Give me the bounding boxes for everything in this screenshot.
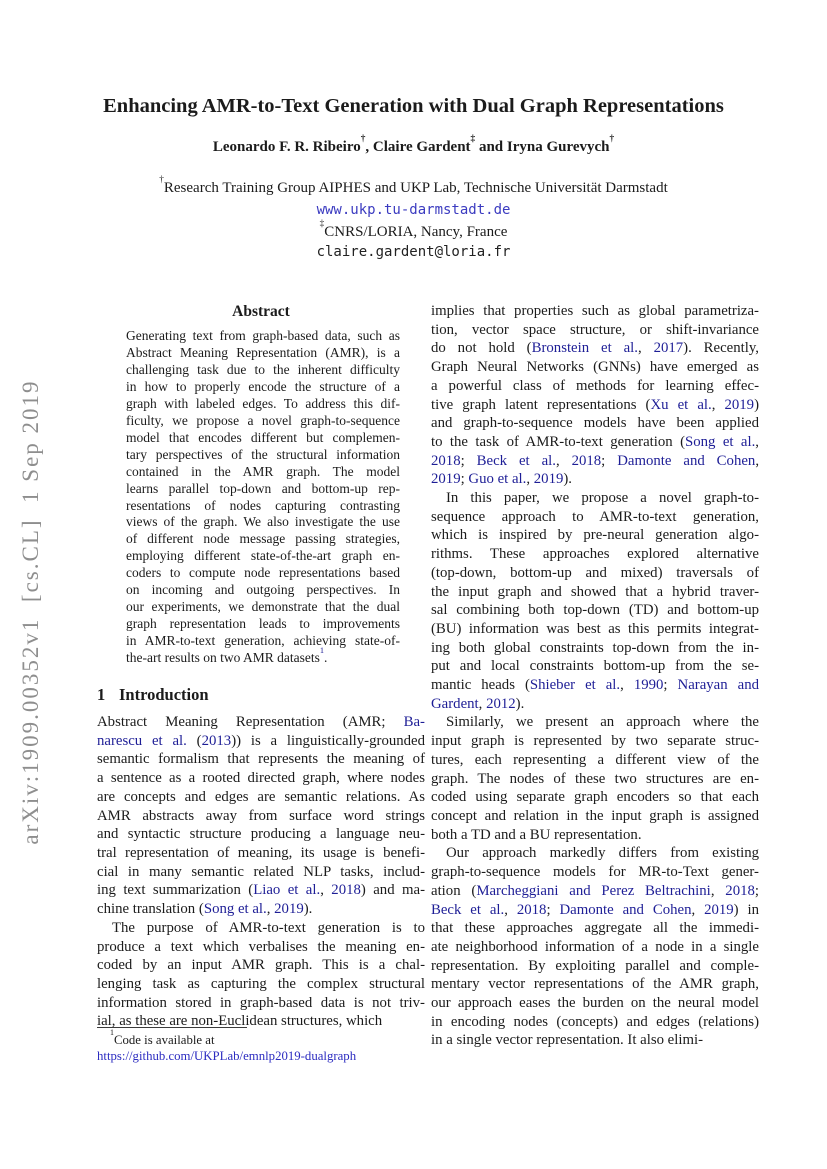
citation-link[interactable]: 2019 [274,901,304,918]
citation-link[interactable]: 2019 [533,471,564,488]
text-line: learns parallel top-down and bottom-up rep- [126,480,400,496]
text-line: concept and relation in the input graph is assigned [431,807,759,824]
citation-link[interactable]: Gardent [431,695,479,712]
citation-link[interactable]: 2018 [516,901,547,918]
text-line: coders to compute node representations based [126,565,400,581]
text-line: graph. The nodes of these two structures are en- [431,770,759,787]
text-line: sequence approach to AMR-to-text generation, [431,508,759,525]
section-label: Introduction [119,685,209,705]
text-line: Generating text from graph-based data, such as [126,328,400,343]
abstract-heading: Abstract [232,303,290,320]
text-line: graph-to-sequence models for MR-to-Text gener- [431,864,759,881]
text-line: our experiments, we demonstrate that the dual [126,599,400,615]
text-line: our approach eases the burden on the neural model [431,995,759,1012]
intro-paragraph-1 [97,713,425,919]
citation-link[interactable]: 2018 [571,452,602,469]
text-line: ation (Marcheggiani and Perez Beltrachini, 2018; [431,882,760,899]
citation-link[interactable]: Xu et al. [650,396,712,413]
text-line: contained in the AMR graph. The model [126,463,400,479]
arxiv-watermark: arXiv:1909.00352v1 [cs.CL] 1 Sep 2019 [18,379,43,845]
text-line: ficulty, we propose a novel graph-to-sequence [126,412,400,428]
citation-link[interactable]: Bronstein et al. [531,340,638,357]
text-line: The purpose of AMR-to-text generation is to [112,919,425,936]
email-address: claire.gardent@loria.fr [316,244,511,260]
text-line: and syntactic structure producing a language neu- [97,826,425,843]
text-line: in AMR-to-text generation, achieving state-of- [126,633,400,649]
right-column [431,302,759,1050]
text-line: and graph-to-sequence models have been applied [431,415,759,432]
text-line: Beck et al., 2018; Damonte and Cohen, 2019) in [431,901,760,918]
paper-title: Enhancing AMR-to-Text Generation with Dual Graph Representations [103,95,724,117]
text-line: Graph Neural Networks (GNNs) have emerged as [431,359,759,376]
right-paragraph-3 [431,713,759,844]
text-line: are concepts and edges are semantic relations. As [97,788,425,805]
citation-link[interactable]: Guo et al. [468,471,527,488]
text-line: representation. By exploiting parallel and comple- [431,957,759,974]
text-line: of different node message passing strategies, [126,531,400,547]
citation-link[interactable]: 2018 [431,452,461,469]
right-paragraph-2 [431,489,759,713]
text-line: coded using separate graph encoders so that each [431,789,759,806]
text-line: ate neighborhood information of a node in a single [431,938,759,955]
text-line: graph representation leads to improvements [126,616,400,632]
text-line: lenging task as capturing the complex structural [97,975,425,992]
citation-link[interactable]: Beck et al. [431,901,505,918]
author-line: Leonardo F. R. Ribeiro†, Claire Gardent‡ and Iryna Gurevych† [212,133,615,155]
text-line: (BU) information was best as this permits integrat- [431,620,759,637]
text-line: narescu et al. (2013)) is a linguistically-grounded [97,732,425,749]
citation-link[interactable]: 2019 [431,471,461,488]
text-line: implies that properties such as global parametriza- [431,303,759,319]
text-line: coded by an input AMR graph. This is a chal- [97,957,425,974]
text-line: do not hold (Bronstein et al., 2017). Recently, [431,340,759,357]
text-line: tary perspectives of the structural information [126,446,400,462]
text-line: views of the graph. We also investigate the use [126,514,400,530]
text-line: (top-down, bottom-up and mixed) traversals of [431,564,759,581]
website-link[interactable]: www.ukp.tu-darmstadt.de [316,202,511,218]
footnote-text: $^1$Code is available at [110,1028,215,1047]
text-line: tral representation of meaning, its usage is benefi- [97,844,425,861]
text-line: cial in many semantic related NLP tasks, includ- [97,863,425,880]
text-line: input graph is represented by two separate struc- [431,733,759,750]
citation-link[interactable]: Marcheggiani and Perez Beltrachini [476,882,711,899]
intro-paragraph-2 [97,919,425,1031]
citation-link[interactable]: 2019 [724,396,755,413]
text-line: AMR abstracts away from surface word strings [97,807,425,824]
citation-link[interactable]: Shieber et al. [529,677,621,694]
text-line: semantic formalism that represents the meaning of [97,751,425,768]
text-line: which is inspired by pre-neural generation algo- [431,527,759,544]
citation-link[interactable]: Damonte and Cohen [559,901,692,918]
citation-link[interactable]: 2017 [653,340,684,357]
citation-link[interactable]: Ba- [403,714,425,731]
section-number: 1 [97,685,106,705]
affiliation-dagger: †Research Training Group AIPHES and UKP Lab, Technische Universität Darmstadt [159,174,668,196]
text-line: model that encodes different but complemen- [126,429,400,445]
text-line: that these approaches aggregate all the immedi- [431,920,759,937]
citation-link[interactable]: 2018 [331,882,361,899]
text-line: rithms. These approaches explored alternative [431,546,759,563]
section-heading-introduction [97,685,425,705]
citation-link[interactable]: 1990 [633,677,664,694]
citation-link[interactable]: Song et al. [203,901,267,918]
citation-link[interactable]: 1 [319,645,325,655]
text-line: in encoding nodes (concepts) and edges (relations) [431,1013,759,1030]
text-line: Abstract Meaning Representation (AMR; Ba- [97,714,425,731]
text-line: employing different state-of-the-art graph en- [126,548,400,564]
text-line: the-art results on two AMR datasets$^1$. [126,645,328,666]
right-paragraph-1 [431,302,759,489]
affiliation-ddagger: ‡CNRS/LORIA, Nancy, France [319,218,508,240]
text-line: challenging task due to the inherent difficulty [126,361,400,377]
github-link[interactable]: https://github.com/UKPLab/emnlp2019-dualgraph [97,1049,357,1063]
citation-link[interactable]: 2013 [201,732,232,749]
text-line: tion, vector space structure, or shift-invariance [431,321,759,338]
text-line: ing text summarization (Liao et al., 2018) and ma- [97,882,425,899]
text-line: Our approach markedly differs from existing [446,845,759,862]
text-line: a powerful class of methods for learning effec- [431,377,759,394]
text-line: ial, as these are non-Euclidean structures, which [97,1013,383,1030]
text-line: tive graph latent representations (Xu et al., 2019) [431,396,759,413]
text-line: graph with labeled edges. To address this dif- [126,395,400,411]
footnote-rule [97,1027,247,1028]
citation-link[interactable]: 2012 [486,695,516,712]
text-line: the input graph and showed that a hybrid traver- [431,583,759,600]
citation-link[interactable]: Liao et al. [253,882,321,899]
text-line: information stored in graph-based data is not triv- [97,994,425,1011]
text-line: Gardent, 2012). [431,695,525,712]
text-line: put and local constraints bottom-up from the se- [431,658,759,675]
footnote [97,1027,427,1064]
text-line: in a single vector representation. It also elimi- [431,1032,704,1049]
text-line: In this paper, we propose a novel graph-to- [446,490,759,507]
text-line: both a TD and a BU representation. [431,826,642,843]
text-line: mantic heads (Shieber et al., 1990; Narayan and [431,677,760,694]
text-line: a sentence as a rooted directed graph, where nodes [97,770,425,787]
text-line: ing both global constraints top-down from the in- [431,639,759,656]
text-line: in how to properly encode the structure of a [126,378,400,394]
text-line: Abstract Meaning Representation (AMR), is a [126,344,400,360]
text-line: mentary vector representations of the AMR graph, [431,976,759,993]
citation-link[interactable]: 2018 [725,882,755,899]
text-line: to the task of AMR-to-text generation (Song et al., [431,433,759,450]
text-line: produce a text which verbalises the meaning en- [97,938,425,955]
text-line: chine translation (Song et al., 2019). [97,901,313,918]
right-paragraph-4 [431,844,759,1050]
citation-link[interactable]: Narayan and [677,677,760,694]
text-line: 2019; Guo et al., 2019). [431,471,572,488]
left-column [97,303,425,1031]
citation-link[interactable]: Damonte and Cohen [617,452,756,469]
citation-link[interactable]: narescu et al. [97,732,187,749]
text-line: Similarly, we present an approach where the [446,714,759,731]
text-line: sal combining both top-down (TD) and bottom-up [431,602,759,619]
abstract-text [126,328,400,667]
text-line: 2018; Beck et al., 2018; Damonte and Cohen, [431,452,760,469]
citation-link[interactable]: Beck et al. [476,452,556,469]
text-line: resentations of nodes capturing contrasting [126,497,400,513]
text-line: tures, each representing a different view of the [431,751,759,768]
text-line: on incoming and outgoing perspectives. In [126,582,400,598]
citation-link[interactable]: Song et al. [685,433,756,450]
citation-link[interactable]: 2019 [704,901,734,918]
